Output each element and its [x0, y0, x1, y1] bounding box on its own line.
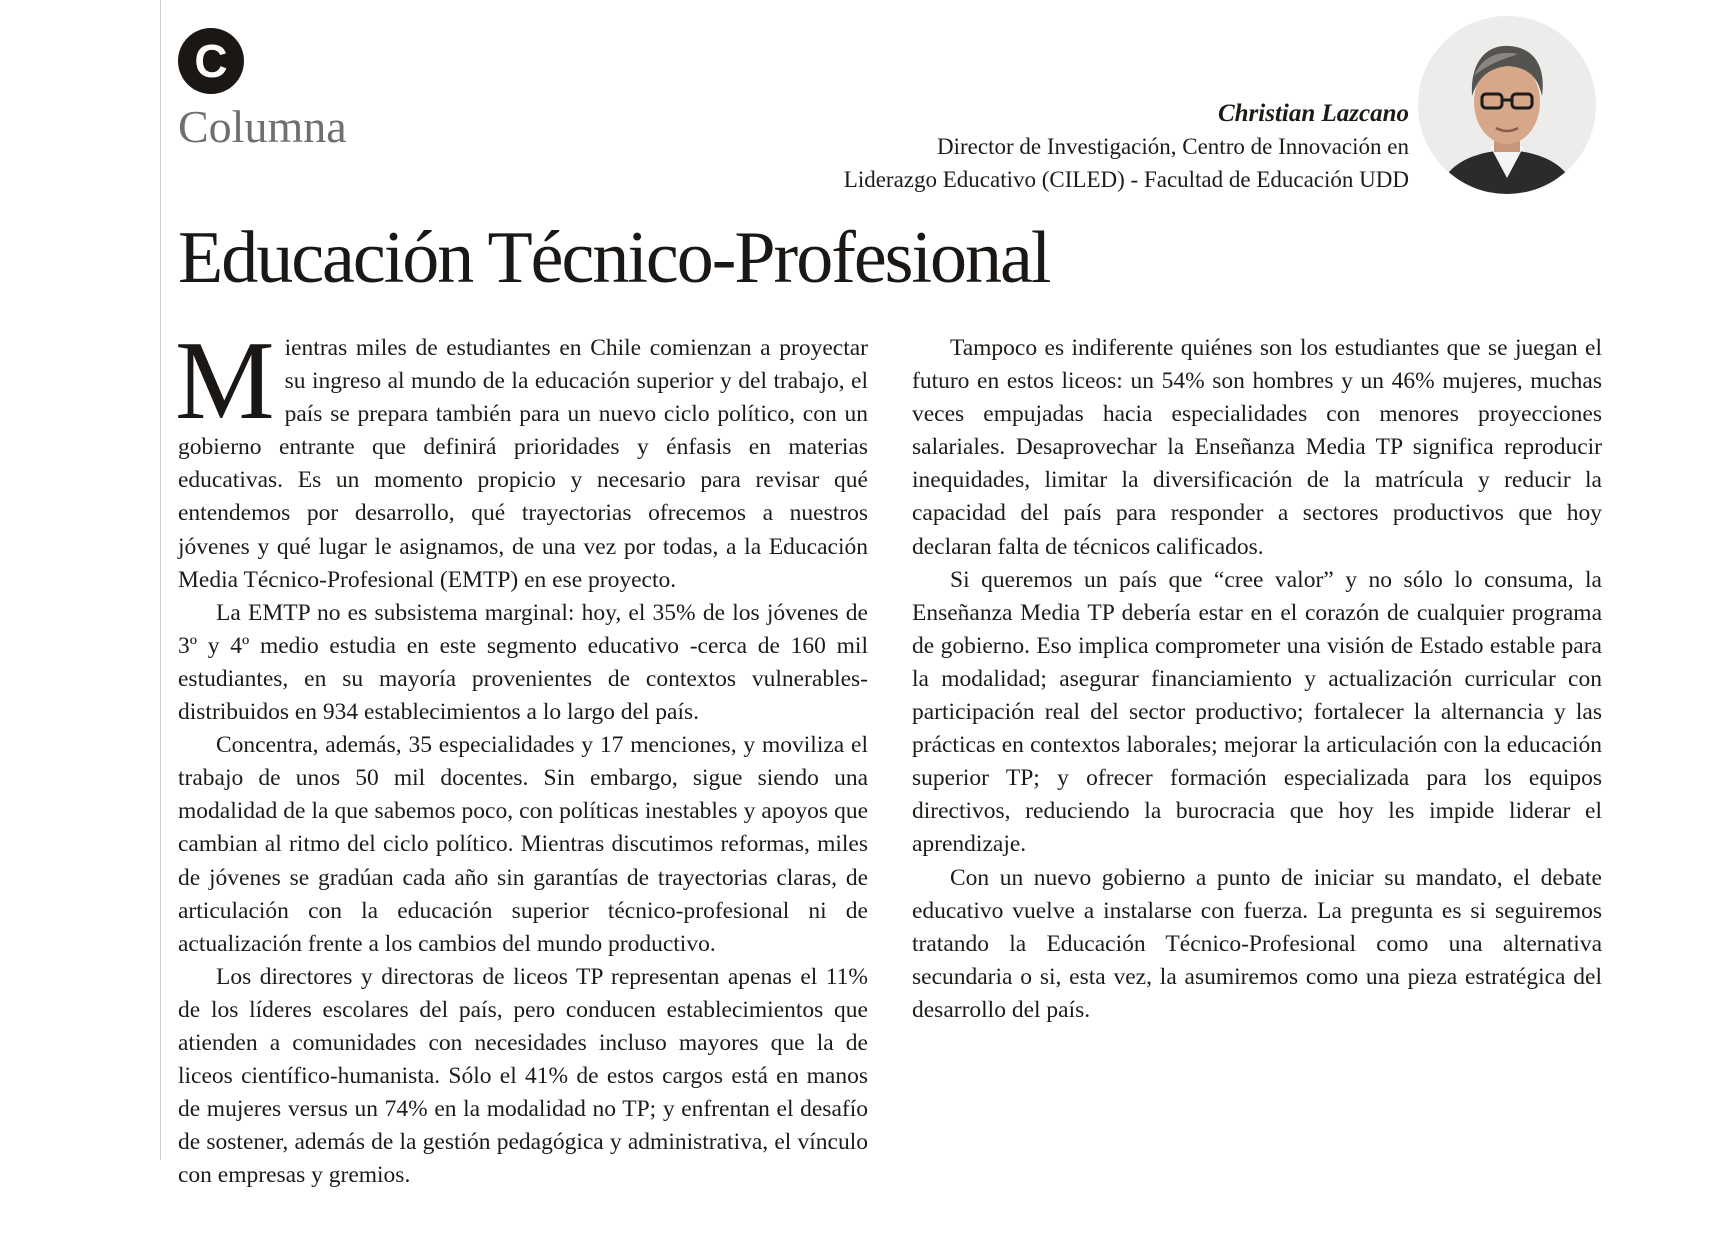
- article-column-right: [912, 332, 1602, 1027]
- article-paragraph-5: Tampoco es indiferente quiénes son los estudiantes que se juegan el futuro en estos liceos: un 54% son hombres y un 46% mujeres, muchas veces empujadas hacia especialidades con menores proyecciones salariales. Desaprovechar la Enseñanza Media TP significa reproducir inequidades, limitar la diversificación de la matrícula y reducir la capacidad del país para responder a sectores productivos que hoy declaran falta de técnicos calificados.: [912, 335, 1602, 560]
- author-photo: [1418, 16, 1596, 194]
- paragraph-1-text: ientras miles de estudiantes en Chile comienzan a proyectar su ingreso al mundo de la educación superior y del trabajo, el país se prepara también para un nuevo ciclo político, con un gobierno entrante que definirá prioridades y énfasis en materias educativas. Es un momento propicio y necesario para revisar qué entendemos por desarrollo, qué trayectorias ofrecemos a nuestros jóvenes y qué lugar le asignamos, de una vez por todas, a la Educación Media Técnico-Profesional (EMTP) en ese proyecto.: [178, 335, 868, 593]
- article-paragraph-1: [175, 319, 868, 597]
- author-byline: [844, 98, 1409, 196]
- author-role-line-2: Liderazgo Educativo (CILED) - Facultad de Educación UDD: [843, 167, 1409, 192]
- article-paragraph-6: Si queremos un país que “cree valor” y no sólo lo consuma, la Enseñanza Media TP debería estar en el corazón de cualquier programa de gobierno. Eso implica comprometer una visión de Estado estable para la modalidad; asegurar financiamiento y actualización curricular con participación real del sector productivo; fortalecer la alternancia y las prácticas en contextos laborales; mejorar la articulación con la educación superior TP; y ofrecer formación especializada para los equipos directivos, reduciendo la burocracia que hoy les impide liderar el aprendizaje.: [912, 566, 1602, 858]
- drop-cap: M: [175, 319, 275, 443]
- author-name: Christian Lazcano: [1217, 100, 1409, 127]
- author-portrait-icon: [1418, 16, 1596, 194]
- article-paragraph-4: Los directores y directoras de liceos TP representan apenas el 11% de los líderes escolares del país, pero conducen establecimientos que atienden a comunidades con necesidades incluso mayores que la de liceos científico-humanista. Sólo el 41% de estos cargos está en manos de mujeres versus un 74% en la modalidad no TP; y enfrentan el desafío de sostener, además de la gestión pedagógica y administrativa, el vínculo con empresas y gremios.: [178, 963, 868, 1189]
- article-paragraph-3: Concentra, además, 35 especialidades y 17 menciones, y moviliza el trabajo de unos 50 mil docentes. Sin embargo, sigue siendo una modalidad de la que sabemos poco, con políticas inestables y apoyos que cambian al ritmo del ciclo político. Mientras discutimos reformas, miles de jóvenes se gradúan cada año sin garantías de trayectorias claras, de articulación con la educación superior técnico-profesional ni de actualización frente a los cambios del mundo productivo.: [178, 732, 868, 957]
- article-paragraph-2: La EMTP no es subsistema marginal: hoy, el 35% de los jóvenes de 3º y 4º medio estudia en este segmento educativo -cerca de 160 mil estudiantes, en su mayoría provenientes de contextos vulnerables- distribuidos en 934 establecimientos a lo largo del país.: [178, 599, 868, 726]
- article-headline: Educación Técnico-Profesional: [178, 217, 1050, 299]
- article-paragraph-7: Con un nuevo gobierno a punto de iniciar su mandato, el debate educativo vuelve a instalarse con fuerza. La pregunta es si seguiremos tratando la Educación Técnico-Profesional como una alternativa secundaria o si, esta vez, la asumiremos como una pieza estratégica del desarrollo del país.: [912, 864, 1602, 1023]
- section-badge-letter: C: [194, 35, 228, 87]
- section-badge: [178, 28, 244, 94]
- section-label: Columna: [178, 101, 347, 152]
- article-column-left: [175, 319, 868, 1192]
- author-role-line-1: Director de Investigación, Centro de Innovación en: [937, 134, 1409, 159]
- column-divider-rule: [160, 0, 161, 1160]
